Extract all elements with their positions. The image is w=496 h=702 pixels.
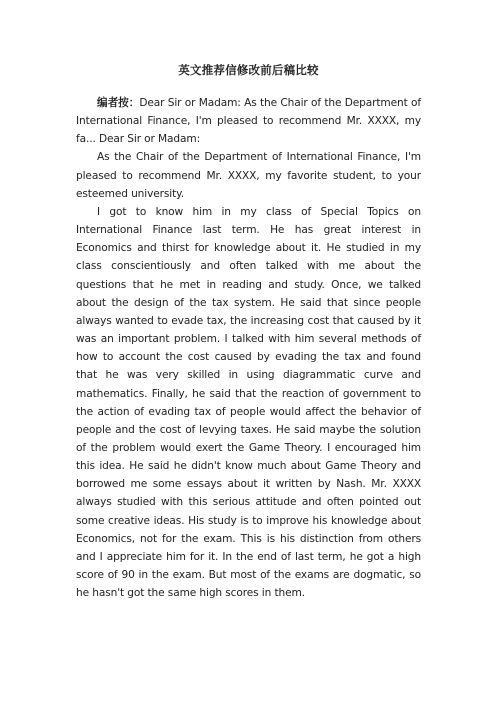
editor-note-text: Dear Sir or Madam: As the Chair of the Department of International Finance, I'm pleased to recommend Mr. XXXX, my fa... Dear Sir or Madam:: [76, 97, 421, 146]
body-paragraph: As the Chair of the Department of International Finance, I'm pleased to recommend Mr. XXXX, my favorite student, to your esteemed university.: [76, 151, 421, 200]
editor-note-label: 编者按：: [97, 97, 140, 109]
body-paragraph: I got to know him in my class of Special Topics on International Finance last term. He has great interest in Economics and thirst for knowledge about it. He studied in my class conscientiously and often talked with me about the questions that he met in reading and study. Once, we talked about the design of the tax system. He said that since people always wanted to evade tax, the increasing cost that caused by it was an important problem. I talked with him several methods of how to account the cost caused by evading the tax and found that he was very skilled in using diagrammatic curve and mathematics. Finally, he said that the reaction of government to the action of evading tax of people would affect the behavior of people and the cost of levying taxes. He said maybe the solution of the problem would exert the Game Theory. I encouraged him this idea. He said he didn't know much about Game Theory and borrowed me some essays about it written by Nash. Mr. XXXX always studied with this serious attitude and often pointed out some creative ideas. His study is to improve his knowledge about Economics, not for the exam. This is his distinction from others and I appreciate him for it. In the end of last term, he got a high score of 90 in the exam. But most of the exams are dogmatic, so he hasn't got the same high scores in them.: [76, 205, 421, 600]
editor-note-paragraph: [76, 94, 421, 148]
document-title: 英文推荐信修改前后稿比较: [178, 63, 319, 77]
